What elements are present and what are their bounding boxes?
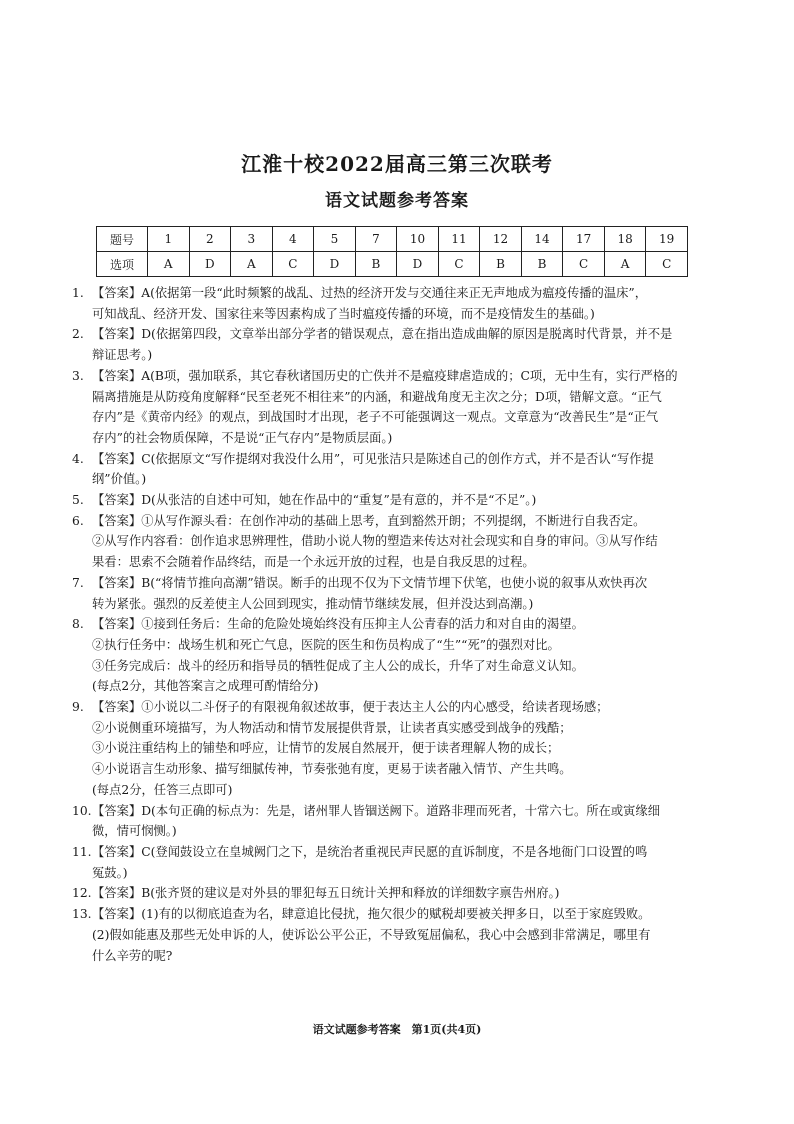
question-number-cell: 17 <box>563 227 605 252</box>
item-line: ③小说注重结构上的铺垫和呼应，让情节的发展自然展开，便于读者理解人物的成长； <box>92 741 560 756</box>
question-number-cell: 18 <box>604 227 646 252</box>
item-number: 11. <box>72 844 92 859</box>
item-number: 2. <box>72 327 84 342</box>
question-number-cell: 4 <box>272 227 314 252</box>
item-line: 【答案】C(依据原文“写作提纲对我没什么用”，可见张洁只是陈述自己的创作方式，并不是否认“写作提 <box>92 451 654 466</box>
answer-choice-cell: D <box>397 252 439 277</box>
answer-choice-cell: B <box>355 252 397 277</box>
item-line: 【答案】A(依据第一段“此时频繁的战乱、过热的经济开发与交通往来正无声地成为瘟疫传播的温床”， <box>92 286 648 300</box>
item-line: 隔离措施是从防疫角度解释“民至老死不相往来”的内涵，和避战角度无主次之分；D项，错解文意。“正气 <box>92 389 662 404</box>
answer-item-13 <box>72 904 724 966</box>
question-number-cell: 5 <box>314 227 356 252</box>
item-number: 4. <box>72 451 84 466</box>
answer-choice-cell: D <box>189 252 231 277</box>
item-line: ②执行任务中：战场生机和死亡气息，医院的医生和伤员构成了“生”“死”的强烈对比。 <box>92 637 560 652</box>
item-line: 【答案】B(“将情节推向高潮”错误。断手的出现不仅为下文情节埋下伏笔，也使小说的叙事从欢快再次 <box>92 575 648 590</box>
question-number-cell: 19 <box>646 227 688 252</box>
question-number-header: 题号 <box>97 227 148 252</box>
item-line: ②从写作内容看：创作追求思辨理性，借助小说人物的塑造来传达对社会现实和自身的审问。③从写作结 <box>92 534 658 549</box>
answer-item-5 <box>72 490 724 511</box>
item-number: 6. <box>72 513 84 528</box>
item-line: 什么辛劳的呢? <box>92 948 173 963</box>
item-line: 存内”是《黄帝内经》的观点，到战国时才出现，老子不可能强调这一观点。文章意为“改善民生”是“正气 <box>92 410 659 425</box>
answer-table <box>96 226 688 277</box>
answer-item-9 <box>72 697 724 801</box>
answer-choice-cell: C <box>272 252 314 277</box>
item-line: 【答案】D(依据第四段，文章举出部分学者的错误观点，意在指出造成曲解的原因是脱离时代背景，并不是 <box>92 327 673 342</box>
item-number: 10. <box>72 803 92 818</box>
question-number-cell: 1 <box>148 227 190 252</box>
item-line: ④小说语言生动形象、描写细腻传神，节奏张弛有度，更易于读者融入情节、产生共鸣。 <box>92 762 572 777</box>
answer-choice-cell: C <box>563 252 605 277</box>
answer-item-12 <box>72 883 724 904</box>
item-number: 13. <box>72 907 92 922</box>
question-number-cell: 12 <box>480 227 522 252</box>
item-line: (每点2分，任答三点即可) <box>92 782 233 797</box>
answer-item-2 <box>72 324 724 365</box>
answer-explanations <box>72 283 724 966</box>
answer-choice-cell: A <box>604 252 646 277</box>
item-line: ③任务完成后：战斗的经历和指导员的牺牲促成了主人公的成长，升华了对生命意义认知。 <box>92 658 584 673</box>
item-line: (每点2分，其他答案言之成理可酌情给分) <box>92 679 319 694</box>
question-number-cell: 10 <box>397 227 439 252</box>
answer-item-10 <box>72 801 724 842</box>
answer-item-6 <box>72 511 724 573</box>
item-line: 微，情可悯恻。) <box>92 824 177 839</box>
question-number-row <box>97 227 688 252</box>
question-number-cell: 3 <box>231 227 273 252</box>
item-line: 纲”价值。) <box>92 472 147 487</box>
item-number: 7. <box>72 575 84 590</box>
answer-item-8 <box>72 614 724 697</box>
item-line: 【答案】D(从张洁的自述中可知，她在作品中的“重复”是有意的，并不是“不足”。) <box>92 493 537 508</box>
question-number-cell: 7 <box>355 227 397 252</box>
answer-item-11 <box>72 842 724 883</box>
answer-item-7 <box>72 573 724 614</box>
item-line: 【答案】C(登闻鼓设立在皇城阙门之下，是统治者重视民声民愿的直诉制度，不是各地衙门口设置的鸣 <box>92 844 648 859</box>
item-line: 冤鼓。) <box>92 865 128 880</box>
answer-choice-cell: C <box>646 252 688 277</box>
item-line: 【答案】(1)有的以彻底追查为名，肆意追比侵扰，拖欠很少的赋税却要被关押多日，以至于家庭毁败。 <box>92 907 651 922</box>
answer-item-3 <box>72 366 724 449</box>
item-line: 【答案】①从写作源头看：在创作冲动的基础上思考，直到豁然开朗；不列提纲，不断进行自我否定。 <box>92 513 646 528</box>
item-line: 辩证思考。) <box>92 348 153 363</box>
item-number: 1. <box>72 286 84 300</box>
answer-item-1 <box>72 283 724 324</box>
item-line: 【答案】D(本句正确的标点为：先是，诸州罪人皆锢送阙下。道路非理而死者，十常六七。所在或寅缘细 <box>92 803 661 818</box>
item-line: 【答案】A(B项，强加联系，其它春秋诸国历史的亡佚并不是瘟疫肆虐造成的；C项，无中生有，实行严格的 <box>92 368 678 383</box>
answer-choice-row <box>97 252 688 277</box>
item-line: 【答案】①接到任务后：生命的危险处境始终没有压抑主人公青春的活力和对自由的渴望。 <box>92 617 584 632</box>
item-line: 转为紧张。强烈的反差使主人公回到现实，推动情节继续发展，但并没达到高潮。) <box>92 596 534 611</box>
answer-choice-cell: D <box>314 252 356 277</box>
item-number: 9. <box>72 700 84 715</box>
item-line: ②小说侧重环境描写，为人物活动和情节发展提供背景，让读者真实感受到战争的残酷； <box>92 720 572 735</box>
answer-choice-header: 选项 <box>97 252 148 277</box>
question-number-cell: 2 <box>189 227 231 252</box>
item-line: 【答案】①小说以二斗伢子的有限视角叙述故事，便于表达主人公的内心感受，给读者现场感； <box>92 700 609 715</box>
item-line: 存内”的社会物质保障，不是说“正气存内”是物质层面。) <box>92 430 393 445</box>
answer-choice-cell: A <box>148 252 190 277</box>
page-title: 江淮十校2022届高三第三次联考 <box>241 152 553 176</box>
answer-choice-cell: B <box>480 252 522 277</box>
item-number: 8. <box>72 617 84 632</box>
item-number: 3. <box>72 368 84 383</box>
page-subtitle: 语文试题参考答案 <box>325 191 469 211</box>
item-line: (2)假如能惠及那些无处申诉的人，使诉讼公平公正，不导致冤屈偏私，我心中会感到非常满足，哪里有 <box>92 927 651 942</box>
answer-choice-cell: A <box>231 252 273 277</box>
item-line: 可知战乱、经济开发、国家往来等因素构成了当时瘟疫传播的环境，而不是疫情发生的基础。) <box>92 306 595 321</box>
item-line: 【答案】B(张齐贤的建议是对外县的罪犯每五日统计关押和释放的详细数字禀告州府。) <box>92 886 560 901</box>
answer-choice-cell: B <box>521 252 563 277</box>
item-number: 12. <box>72 886 92 901</box>
answer-item-4 <box>72 449 724 490</box>
answer-choice-cell: C <box>438 252 480 277</box>
question-number-cell: 14 <box>521 227 563 252</box>
item-number: 5. <box>72 493 84 508</box>
item-line: 果看：思索不会随着作品终结，而是一个永远开放的过程，也是自我反思的过程。 <box>92 555 535 570</box>
question-number-cell: 11 <box>438 227 480 252</box>
page-footer: 语文试题参考答案 第1页(共4页) <box>312 1023 482 1036</box>
